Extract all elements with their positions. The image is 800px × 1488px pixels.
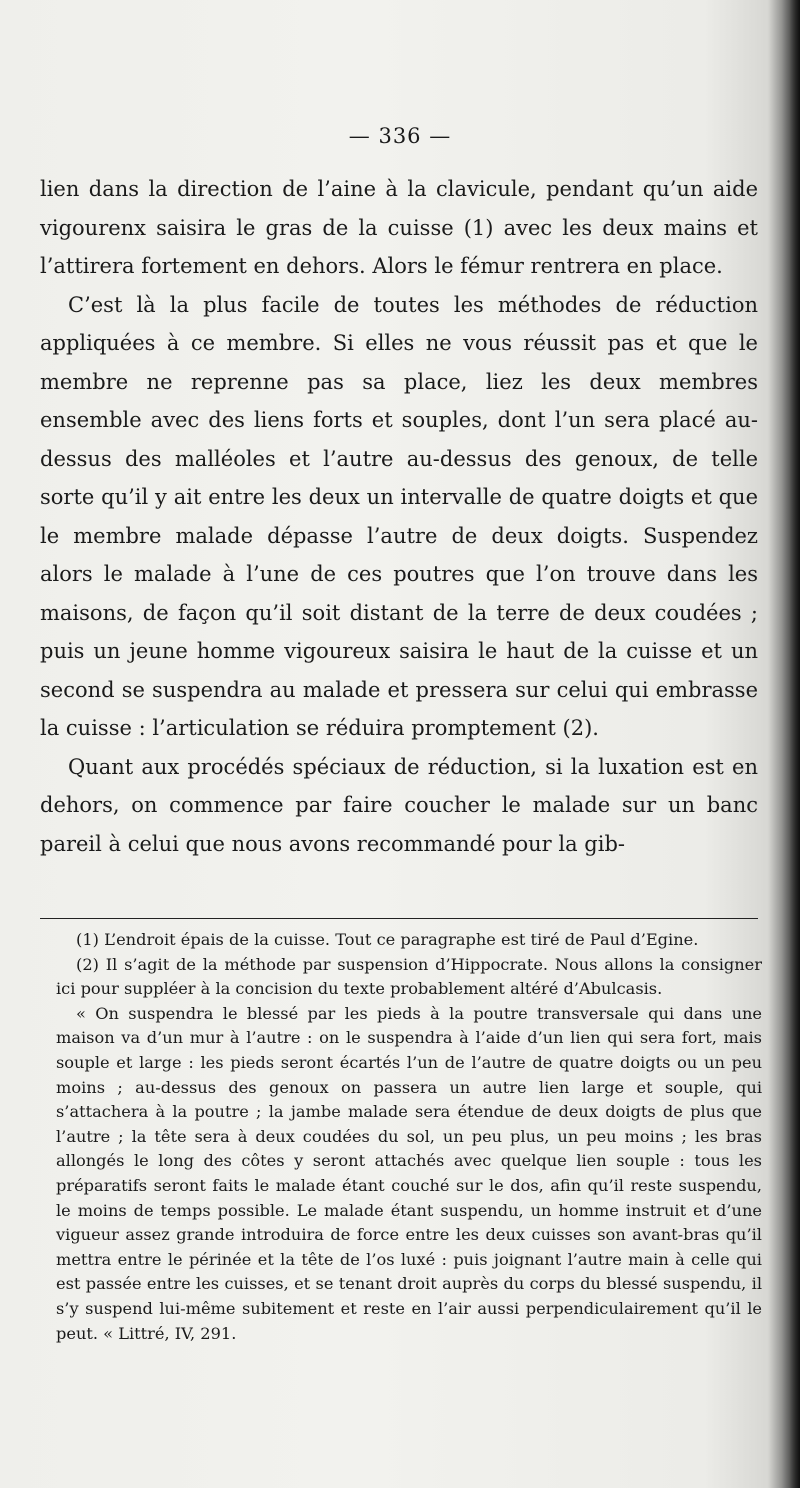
page-edge-shadow: [782, 0, 800, 1488]
page-number: — 336 —: [348, 124, 452, 148]
footnote-2: (2) Il s’agit de la méthode par suspension d’Hippocrate. Nous allons la consigner ici pour suppléer à la concision du texte probablement altéré d’Abulcasis.: [56, 954, 762, 999]
footnote-quotation: « On suspendra le blessé par les pieds à la poutre transversale qui dans une maison va d’un mur à l’autre : on le suspendra à l’aide d’un lien qui sera fort, mais souple et large : les pieds seront écartés l’un de l’autre de quatre doigts ou un peu moins ; au-dessus des genoux on passera un autre lien large et souple, qui s’attachera à la poutre ; la jambe malade sera étendue de deux doigts de plus que l’autre ; la tête sera à deux coudées du sol, un peu plus, un peu moins ; les bras allongés le long des côtes y seront attachés avec quelque lien souple : tous les préparatifs seront faits le malade étant couché sur le dos, afin qu’il reste suspendu, le moins de temps possible. Le malade étant suspendu, un homme instruit et d’une vigueur assez grande introduira de force entre les deux cuisses son avant-bras qu’il mettra entre le périnée et la tête de l’os luxé : puis joignant l’autre main à celle qui est passée entre les cuisses, et se tenant droit auprès du corps du blessé suspendu, il s’y suspend lui-même subitement et reste en l’air aussi perpendiculairement qu’il le peut. « Littré, IV, 291.: [56, 1003, 762, 1343]
paragraph-2: C’est là la plus facile de toutes les méthodes de réduction appliquées à ce membre. Si elles ne vous réussit pas et que le membre ne reprenne pas sa place, liez les deux membres ensemble avec des liens forts et souples, dont l’un sera placé au-dessus des malléoles et l’autre au-dessus des genoux, de telle sorte qu’il y ait entre les deux un intervalle de quatre doigts et que le membre malade dépasse l’autre de deux doigts. Suspendez alors le malade à l’une de ces poutres que l’on trouve dans les maisons, de façon qu’il soit distant de la terre de deux coudées ; puis un jeune homme vigoureux saisira le haut de la cuisse et un second se suspendra au malade et pressera sur celui qui embrasse la cuisse : l’articulation se réduira promptement (2).: [40, 292, 758, 740]
paragraph-3: Quant aux procédés spéciaux de réduction, si la luxation est en dehors, on commence par faire coucher le malade sur un banc pareil à celui que nous avons recommandé pour la gib-: [40, 754, 758, 856]
paragraph-1: lien dans la direction de l’aine à la clavicule, pendant qu’un aide vigourenx saisira le gras de la cuisse (1) avec les deux mains et l’attirera fortement en dehors. Alors le fémur rentrera en place.: [40, 177, 758, 278]
footnote-divider: [40, 918, 758, 919]
main-text: [40, 170, 758, 863]
footnotes: [56, 928, 762, 1346]
footnote-1: (1) L’endroit épais de la cuisse. Tout ce paragraphe est tiré de Paul d’Egine.: [76, 930, 699, 949]
